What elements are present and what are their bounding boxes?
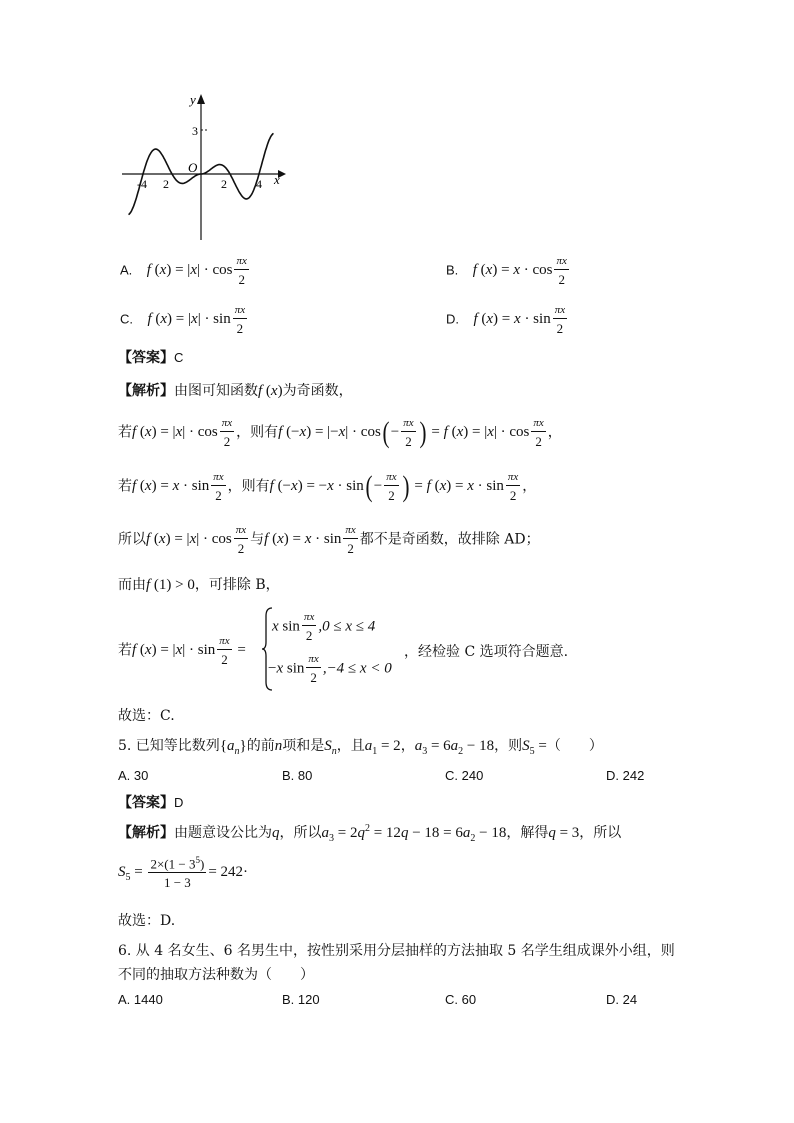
q4-analysis-line3: 若f (x) = x · sin $\frac{\pi x}{2}$ ，则有f (−x) = −x · sin( − $\frac{\pi x}{2}$ ) = f (x) = x · sin $\frac{\pi x}{2}$ ， [118,470,537,503]
y-axis-label: y [190,92,196,107]
q6-option-a: A. 1440 [118,992,163,1007]
option-d: D. f (x) = x · sin $\frac{\pi x}{2}$ [446,304,566,336]
q4-answer: 【答案】C [118,350,184,366]
q6-option-b: B. 120 [282,992,320,1007]
q6-option-d: D. 24 [606,992,638,1007]
q5-option-a: A. 30 [118,768,149,783]
q5-choose: 故选：D. [118,913,176,929]
option-c: C. f (x) = |x| · sin $\frac{\pi x}{2}$ [120,304,246,336]
q4-analysis-line6: 若f (x) = |x| · sin $\frac{\pi x}{2}$ = [118,635,246,667]
option-b: B. f (x) = x · cos $\frac{\pi x}{2}$ [446,255,567,287]
q6-option-c: C. 60 [445,992,477,1007]
piecewise-case2: −x sin $\frac{\pi x}{2}$ ,−4 ≤ x < 0 [268,653,392,685]
y-tick-3: 3 [192,124,198,138]
q6-stem-line1: 6. 从 4 名女生、6 名男生中，按性别采用分层抽样的方法抽取 5 名学生组成课外小组，则 [118,943,675,959]
q4-analysis-line1: 【解析】由图可知函数f (x)为奇函数， [118,383,353,399]
q6-stem-line2: 不同的抽取方法种数为（ ） [118,967,314,983]
option-a: A. f (x) = |x| · cos $\frac{\pi x}{2}$ [120,255,247,287]
x-tick-2: 2 [221,177,227,191]
q5-option-d: D. 242 [606,768,645,783]
x-tick-neg2: 2 [163,177,169,191]
origin-label: O [188,160,198,175]
q5-option-c: C. 240 [445,768,484,783]
q4-analysis-line5: 而由f (1) > 0，可排除 B， [118,577,280,593]
q5-formula: $S_5$ = $\frac{2\times(1 - 3^5)}{1 - 3}$ = 242· [118,855,249,891]
x-tick-4: 4 [256,177,262,191]
q4-choose: 故选：C. [118,708,175,724]
q4-verify: ，经检验 C 选项符合题意. [404,644,569,660]
function-graph [118,92,288,244]
q4-analysis-line4: 所以f (x) = |x| · cos $\frac{\pi x}{2}$ 与f (x) = x · sin $\frac{\pi x}{2}$ 都不是奇函数，故排除 AD； [118,524,540,556]
x-axis-label: x [274,172,280,187]
y-axis-arrow [197,94,205,104]
q5-option-b: B. 80 [282,768,313,783]
q5-answer: 【答案】D [118,795,184,811]
x-tick-neg4: -4 [137,177,147,191]
piecewise-case1: x sin $\frac{\pi x}{2}$ ,0 ≤ x ≤ 4 [272,611,376,643]
q5-stem: 5. 已知等比数列$\{a_n\}$的前n项和是$S_n$，且$a_1 = 2$，$a_3 = 6a_2 - 18$，则$S_5$ =（ ） [118,738,603,757]
q5-analysis: 【解析】由题意设公比为q，所以$a_3 = 2q^2 = 12q - 18 = 6a_2 - 18$，解得q = 3，所以 [118,823,622,844]
q4-analysis-line2: 若f (x) = |x| · cos $\frac{\pi x}{2}$ ，则有f (−x) = |−x| · cos( − $\frac{\pi x}{2}$ ) = f (x) = |x| · cos $\frac{\pi x}{2}$ ， [118,416,562,449]
